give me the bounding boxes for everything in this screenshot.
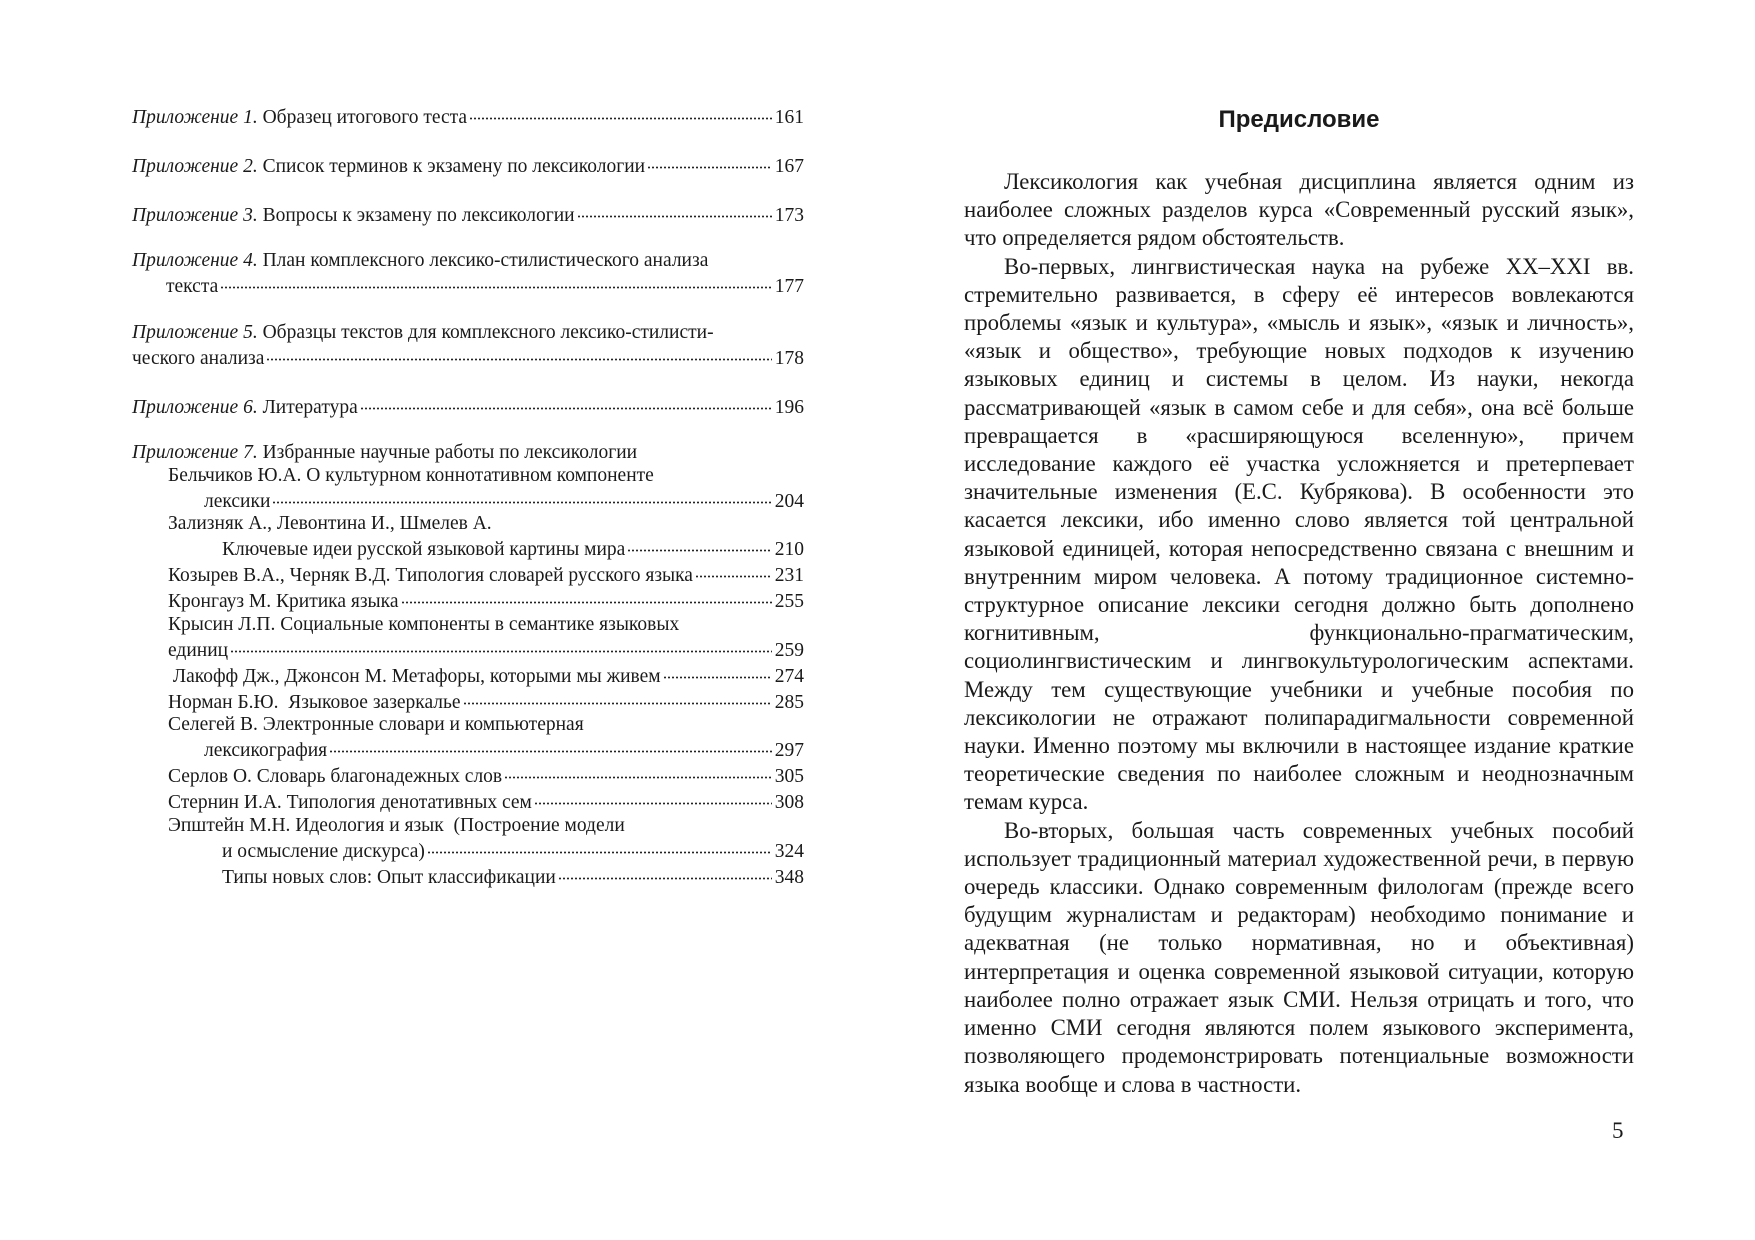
work-line-cont: единиц bbox=[168, 639, 229, 661]
toc-entry-appendix-5 bbox=[132, 322, 804, 371]
dot-leader bbox=[647, 152, 772, 172]
appendix-title: Избранные научные работы по лексикологии bbox=[262, 442, 638, 463]
work-title: Лакофф Дж., Джонсон М. Метафоры, которыми мы живем bbox=[168, 665, 661, 687]
page-ref: 204 bbox=[774, 490, 804, 512]
page-ref: 255 bbox=[774, 591, 804, 612]
work-entry-zaliznyak bbox=[132, 513, 804, 562]
dot-leader bbox=[427, 837, 772, 857]
toc-entry-appendix-7 bbox=[132, 442, 804, 889]
toc-line-first bbox=[132, 322, 804, 345]
toc-line bbox=[168, 536, 804, 562]
appendix-title: Литература bbox=[262, 396, 358, 418]
dot-leader bbox=[463, 688, 772, 708]
appendix-label: Приложение 6. bbox=[132, 396, 258, 418]
page-number: 5 bbox=[1612, 1118, 1624, 1143]
toc-line bbox=[168, 837, 804, 863]
toc-entry-appendix-3 bbox=[132, 201, 804, 227]
appendix-title: Образец итогового теста bbox=[262, 106, 468, 128]
toc-entry-appendix-4 bbox=[132, 250, 804, 299]
page-ref: 324 bbox=[774, 840, 804, 862]
dot-leader bbox=[220, 273, 772, 293]
dot-leader bbox=[663, 662, 772, 682]
toc-entry-appendix-2 bbox=[132, 152, 804, 178]
page-ref: 348 bbox=[774, 866, 804, 888]
work-line-first: Селегей В. Электронные словари и компьютерная bbox=[168, 714, 584, 735]
toc-line-first bbox=[132, 250, 804, 273]
appendix-label: Приложение 2. bbox=[132, 155, 258, 177]
toc-line bbox=[168, 487, 804, 513]
page-ref: 161 bbox=[774, 106, 804, 128]
toc-line bbox=[132, 201, 804, 227]
page-ref: 178 bbox=[774, 347, 804, 369]
toc-entry-text bbox=[132, 156, 645, 179]
appendix-label: Приложение 5. bbox=[132, 321, 258, 343]
appendix-title-cont: ческого анализа bbox=[132, 347, 265, 369]
page-ref: 308 bbox=[774, 792, 804, 813]
toc-line bbox=[132, 103, 804, 129]
page-ref: 259 bbox=[774, 639, 804, 661]
toc-line-first bbox=[132, 442, 804, 465]
work-line-cont: лексикография bbox=[204, 740, 328, 761]
page-ref: 196 bbox=[774, 396, 804, 418]
work-line-first: Зализняк А., Левонтина И., Шмелев А. bbox=[168, 513, 492, 534]
dot-leader bbox=[266, 344, 771, 364]
work-line-cont: Ключевые идеи русской языковой картины мира bbox=[222, 539, 626, 560]
page-ref: 274 bbox=[774, 665, 804, 687]
dot-leader bbox=[272, 487, 771, 507]
work-entry-norman bbox=[132, 688, 804, 714]
work-entry-krysin bbox=[132, 614, 804, 663]
appendix-label: Приложение 1. bbox=[132, 106, 258, 128]
dot-leader bbox=[401, 588, 772, 608]
dot-leader bbox=[558, 863, 772, 883]
appendix-title: Образцы текстов для комплексного лексико-стилисти- bbox=[262, 321, 714, 343]
dot-leader bbox=[469, 103, 772, 123]
appendix-label: Приложение 4. bbox=[132, 250, 258, 271]
toc-line bbox=[168, 737, 804, 763]
toc-line bbox=[132, 152, 804, 178]
work-title: Норман Б.Ю. Языковое зазеркалье bbox=[168, 691, 461, 713]
dot-leader bbox=[360, 393, 772, 413]
table-of-contents bbox=[132, 103, 804, 889]
page-ref: 285 bbox=[774, 691, 804, 713]
toc-line bbox=[168, 636, 804, 662]
preface-section bbox=[964, 105, 1634, 1099]
toc-entry-appendix-6 bbox=[132, 393, 804, 419]
appendix-label: Приложение 3. bbox=[132, 204, 258, 226]
dot-leader bbox=[695, 562, 772, 582]
page-ref: 210 bbox=[774, 539, 804, 560]
work-line-first: Крысин Л.П. Социальные компоненты в семантике языковых bbox=[168, 613, 680, 635]
work-line-cont: лексики bbox=[204, 490, 271, 512]
preface-title: Предисловие bbox=[1218, 106, 1380, 133]
work-entry-krongauz bbox=[132, 588, 804, 614]
appendix-title: Список терминов к экзамену по лексикологии bbox=[262, 155, 646, 177]
work-title: Стернин И.А. Типология денотативных сем bbox=[168, 792, 532, 813]
work-entry-belchikov bbox=[132, 465, 804, 514]
dot-leader bbox=[329, 737, 772, 757]
preface-paragraph-2: Во-первых, лингвистическая наука на рубеже XX–XXI вв. стремительно развивается, в сферу её интересов вовлекаются проблемы «язык и культура», «мысль и язык», «язык и личность», «язык и общество», требующие новых подходов к изучению языковых единиц и системы в целом. Из науки, некогда рассматривающей «язык в самом себе и для себя», она всё больше превращается в «расширяющуюся вселенную», причем исследование каждого её участка усложняется и претерпевает значительные изменения (Е.С. Кубрякова). В особенности это касается лексики, ибо именно слово является той центральной языковой единицей, которая непосредственно связана с внешним и внутренним миром человека. А потому традиционное системно-структурное описание лексики сегодня должно быть дополнено когнитивным, функционально-прагматическим, социолингвистическим и лингвокультурологическим аспектами. Между тем существующие учебники и учебные пособия по лексикологии не отражают полипарадигмальности современной науки. Именно поэтому мы включили в настоящее издание краткие теоретические сведения по наиболее сложным и неоднозначным темам курса. bbox=[964, 253, 1634, 815]
appendix-title-cont: текста bbox=[166, 276, 219, 297]
work-line-first: Бельчиков Ю.А. О культурном коннотативном компоненте bbox=[168, 464, 654, 486]
dot-leader bbox=[534, 789, 772, 809]
preface-paragraph-3: Во-вторых, большая часть современных учебных пособий использует традиционный материал художественной речи, в первую очередь классики. Однако современным филологам (прежде всего будущим журналистам и редакторам) необходимо понимание и адекватная (не только нормативная, но и объективная) интерпретация и оценка современной языковой ситуации, которую наиболее полно отражает язык СМИ. Нельзя отрицать и того, что именно СМИ сегодня являются полем языкового эксперимента, позволяющего продемонстрировать потенциальные возможности языка вообще и слова в частности. bbox=[964, 817, 1634, 1097]
work-entry-serlov bbox=[132, 763, 804, 789]
work-title: Кронгауз М. Критика языка bbox=[168, 591, 399, 612]
toc-line bbox=[132, 344, 804, 370]
dot-leader bbox=[577, 201, 772, 221]
work-line-cont: и осмысление дискурса) bbox=[222, 840, 425, 862]
work-entry-epshtein bbox=[132, 815, 804, 864]
work-entry-lakoff bbox=[132, 662, 804, 688]
appendix-label: Приложение 7. bbox=[132, 442, 258, 463]
page-ref: 173 bbox=[774, 204, 804, 226]
toc-entry-appendix-1 bbox=[132, 103, 804, 129]
work-title: Козырев В.А., Черняк В.Д. Типология словарей русского языка bbox=[168, 565, 693, 586]
work-line-first: Эпштейн М.Н. Идеология и язык (Построение модели bbox=[168, 814, 625, 836]
appendix-title: Вопросы к экзамену по лексикологии bbox=[262, 204, 575, 226]
work-title: Серлов О. Словарь благонадежных слов bbox=[168, 766, 503, 787]
toc-entry-text bbox=[132, 107, 467, 130]
toc-entry-text bbox=[132, 205, 575, 228]
work-entry-kozyrev bbox=[132, 562, 804, 588]
page-ref: 177 bbox=[774, 276, 804, 297]
work-entry-sternin bbox=[132, 789, 804, 815]
page-ref: 231 bbox=[774, 565, 804, 586]
dot-leader bbox=[230, 636, 772, 656]
page-ref: 297 bbox=[774, 740, 804, 761]
toc-entry-text bbox=[132, 397, 358, 420]
dot-leader bbox=[627, 536, 771, 556]
page-ref: 305 bbox=[774, 766, 804, 787]
work-title: Типы новых слов: Опыт классификации bbox=[222, 866, 556, 888]
work-entry-types bbox=[132, 863, 804, 889]
toc-line bbox=[132, 393, 804, 419]
toc-line bbox=[132, 273, 804, 299]
dot-leader bbox=[504, 763, 772, 783]
preface-paragraph-1: Лексикология как учебная дисциплина является одним из наиболее сложных разделов курса «Современный русский язык», что определяется рядом обстоятельств. bbox=[964, 169, 1634, 251]
appendix-title: План комплексного лексико-стилистического анализа bbox=[262, 250, 709, 271]
page-ref: 167 bbox=[774, 155, 804, 177]
work-entry-selegey bbox=[132, 714, 804, 763]
